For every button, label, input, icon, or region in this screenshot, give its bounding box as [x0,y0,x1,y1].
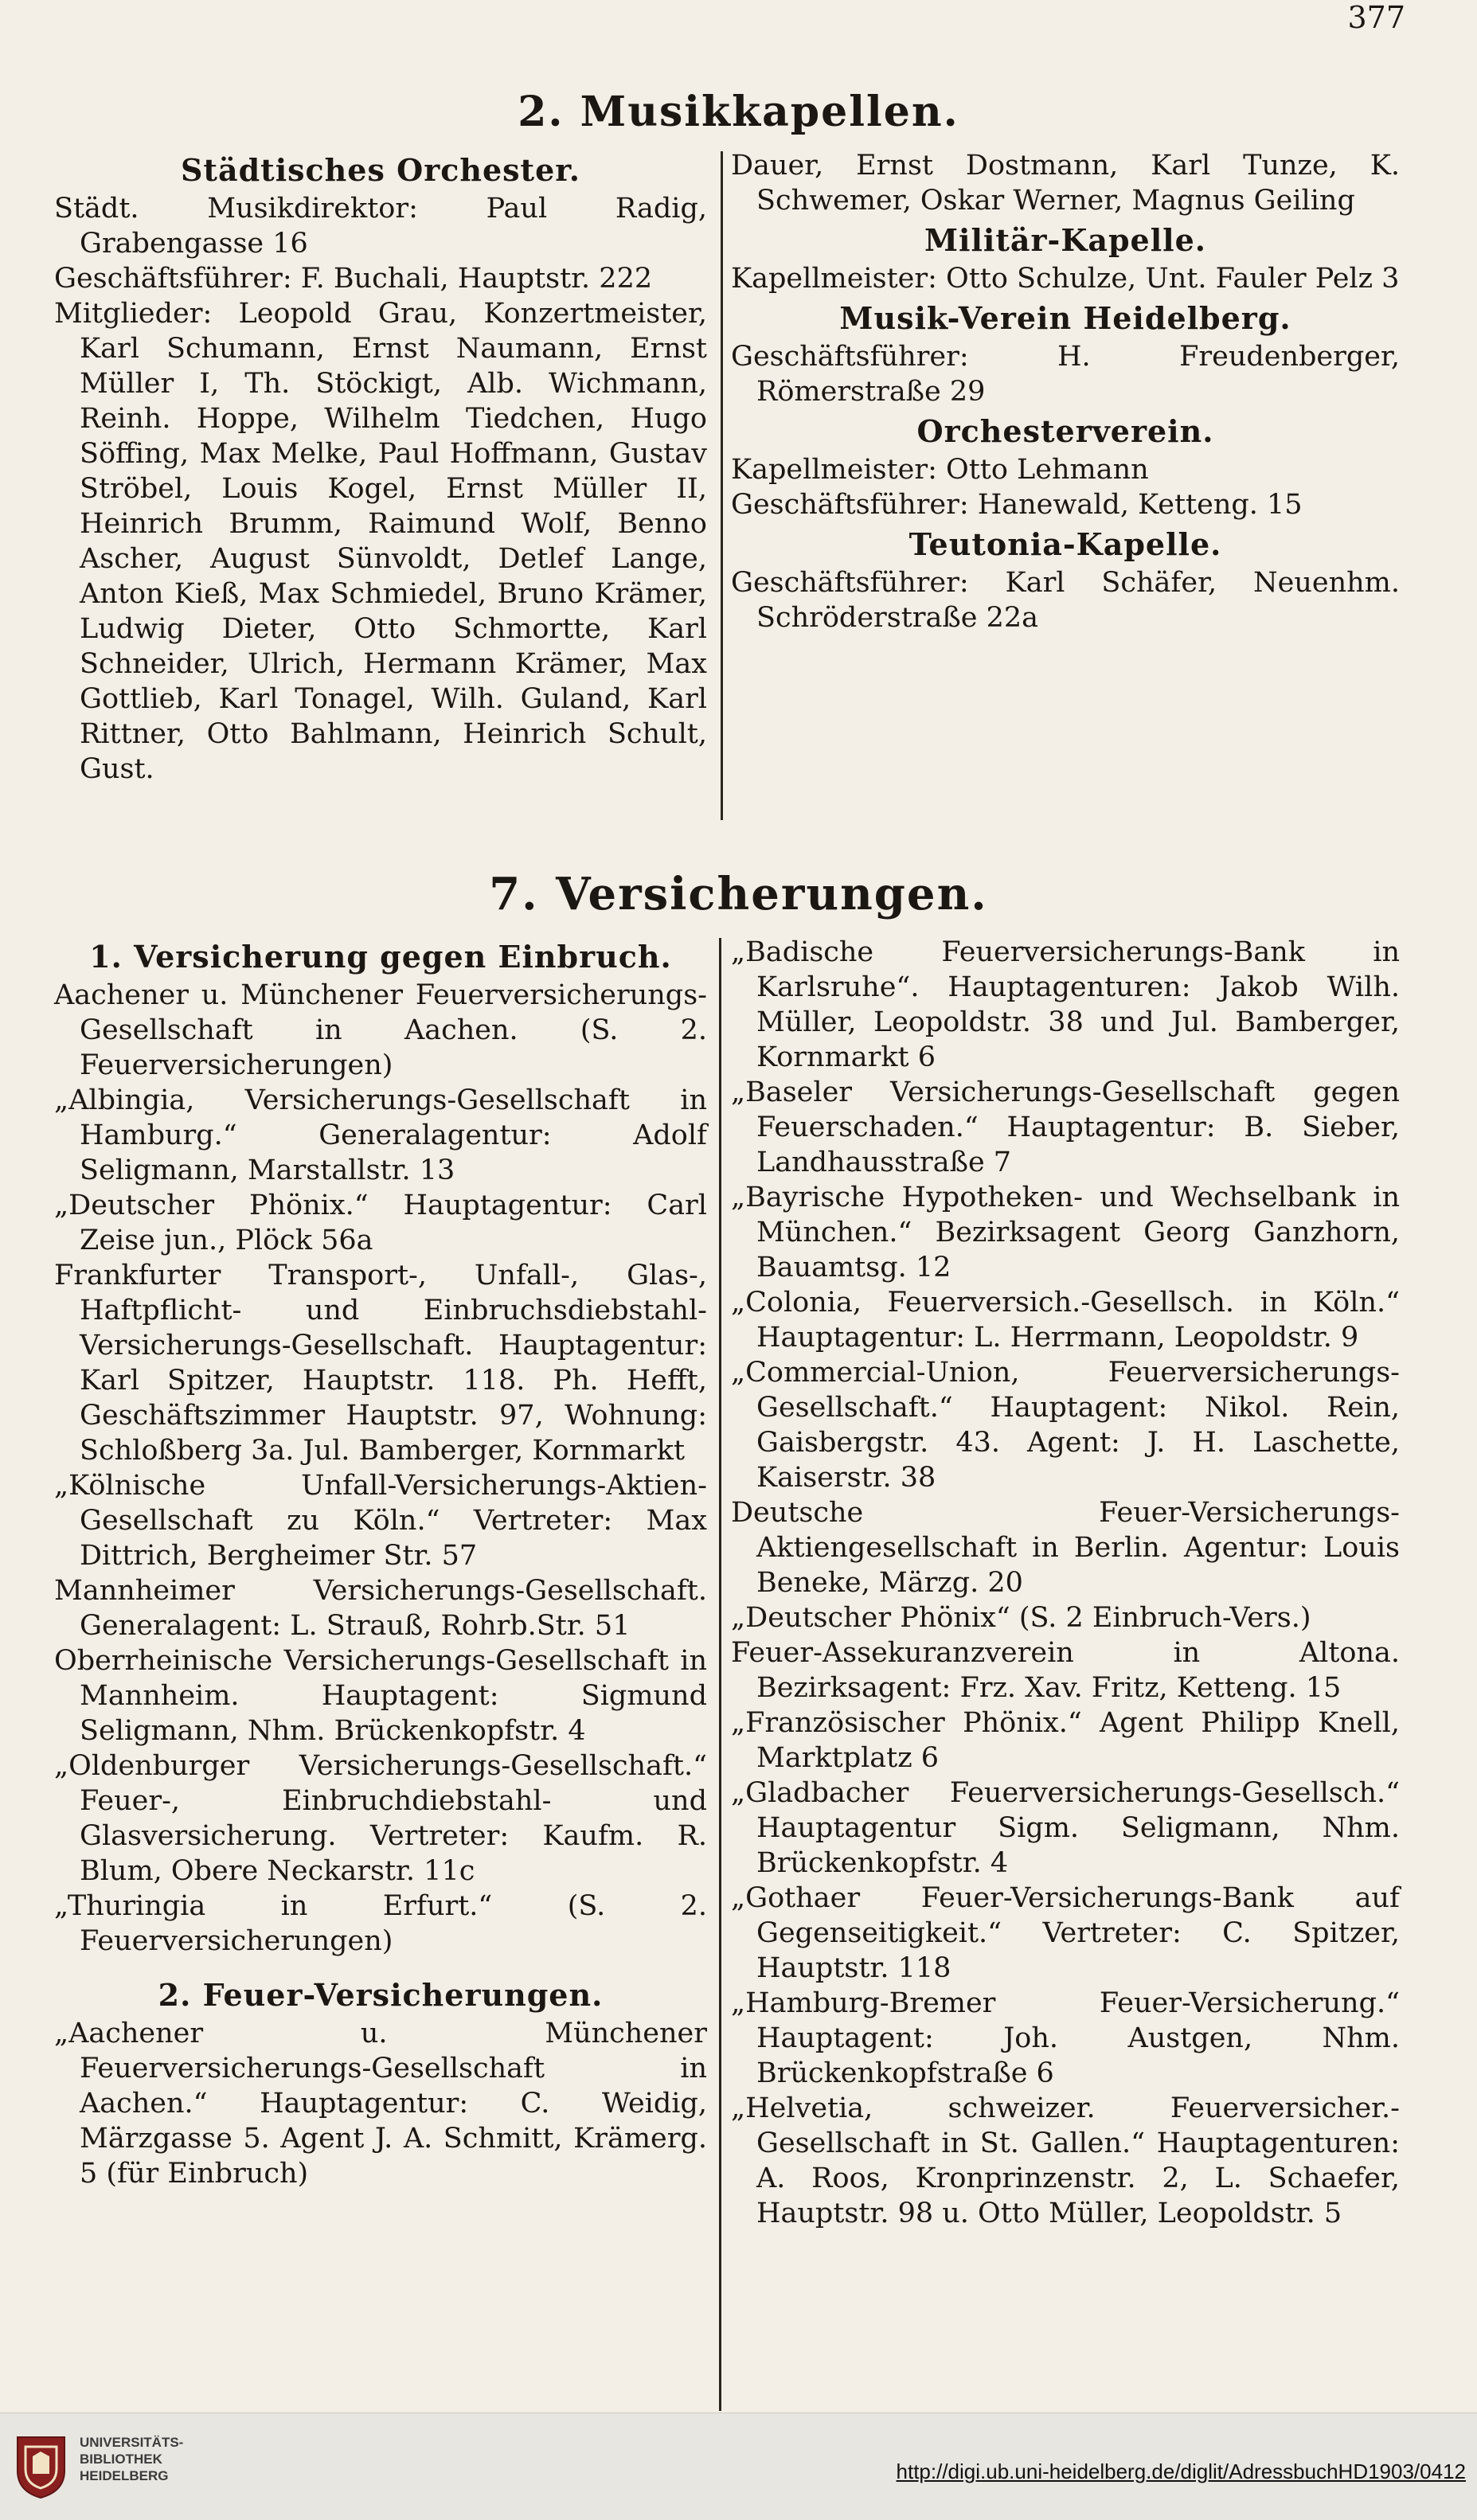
directory-entry: „Deutscher Phönix.“ Hauptagentur: Carl Zeise jun., Plöck 56a [54,1190,707,1256]
library-name [80,2434,183,2484]
directory-entry: „Hamburg-Bremer Feuer-Versicherung.“ Hauptagent: Joh. Austgen, Nhm. Brückenkopfstraße 6 [731,1987,1400,2089]
directory-entry: „Deutscher Phönix“ (S. 2 Einbruch-Vers.) [731,1602,1311,1634]
directory-entry: „Badische Feuerversicherungs-Bank in Karlsruhe“. Hauptagenturen: Jakob Wilh. Müller, Leopoldstr. 38 und Jul. Bamberger, Kornmarkt 6 [731,936,1400,1073]
library-name-line: BIBLIOTHEK [80,2452,162,2467]
directory-entry: „Baseler Versicherungs-Gesellschaft gegen Feuerschaden.“ Hauptagentur: B. Sieber, Landhausstraße 7 [731,1076,1400,1178]
section2-left-column [54,148,707,787]
directory-entry: Deutsche Feuer-Versicherungs-Aktiengesellschaft in Berlin. Agentur: Louis Beneke, Märzg. 20 [731,1497,1400,1599]
section2-right-column [731,148,1400,635]
spacer [54,1959,707,1973]
directory-entry: „Thuringia in Erfurt.“ (S. 2. Feuerversicherungen) [54,1890,707,1957]
section-title-versicherungen: 7. Versicherungen. [489,868,988,920]
subsection-heading: Städtisches Orchester. [180,152,581,188]
directory-entry: „Commercial-Union, Feuerversicherungs-Gesellschaft.“ Hauptagent: Nikol. Rein, Gaisbergstr. 43. Agent: J. H. Laschette, Kaiserstr. 38 [731,1357,1400,1494]
subsection-heading: Militär-Kapelle. [924,222,1206,258]
directory-entry: Geschäftsführer: F. Buchali, Hauptstr. 222 [54,263,653,295]
directory-entry: Mannheimer Versicherungs-Gesellschaft. Generalagent: L. Strauß, Rohrb.Str. 51 [54,1575,707,1642]
directory-entry: Feuer-Assekuranzverein in Altona. Bezirksagent: Frz. Xav. Fritz, Ketteng. 15 [731,1637,1400,1704]
footer-bar [0,2413,1477,2520]
subsection-heading: 1. Versicherung gegen Einbruch. [89,939,672,975]
university-seal-icon [11,2429,71,2501]
directory-entry: „Kölnische Unfall-Versicherungs-Aktien-Gesellschaft zu Köln.“ Vertreter: Max Dittrich, Bergheimer Str. 57 [54,1470,707,1572]
subsection-heading: Orchesterverein. [916,413,1214,449]
source-url-link[interactable]: http://digi.ub.uni-heidelberg.de/diglit/AdressbuchHD1903/0412 [896,2459,1466,2483]
directory-entry: Geschäftsführer: H. Freudenberger, Römerstraße 29 [731,341,1400,408]
section-title-musikkapellen: 2. Musikkapellen. [518,88,959,136]
directory-entry: Städt. Musikdirektor: Paul Radig, Grabengasse 16 [54,193,707,260]
directory-entry: „Bayrische Hypotheken- und Wechselbank in München.“ Bezirksagent Georg Ganzhorn, Bauamtsg. 12 [731,1182,1400,1283]
directory-entry: „Aachener u. Münchener Feuerversicherungs-Gesellschaft in Aachen.“ Hauptagentur: C. Weidig, Märzgasse 5. Agent J. A. Schmitt, Krämerg. 5 (für Einbruch) [54,2018,707,2190]
directory-entry: „Oldenburger Versicherungs-Gesellschaft.“ Feuer-, Einbruchdiebstahl- und Glasversicherung. Vertreter: Kaufm. R. Blum, Obere Neckarstr. 11c [54,1750,707,1887]
subsection-heading: Musik-Verein Heidelberg. [839,300,1291,336]
subsection-heading: 2. Feuer-Versicherungen. [158,1977,604,2013]
directory-entry: Dauer, Ernst Dostmann, Karl Tunze, K. Schwemer, Oskar Werner, Magnus Geiling [731,150,1400,217]
section7-right-column [731,935,1400,2231]
subsection-heading: Teutonia-Kapelle. [908,526,1222,562]
column-divider [721,151,723,820]
directory-entry: „Französischer Phönix.“ Agent Philipp Knell, Marktplatz 6 [731,1707,1400,1774]
directory-entry: „Gladbacher Feuerversicherungs-Gesellsch.“ Hauptagentur Sigm. Seligmann, Nhm. Brückenkopfstr. 4 [731,1777,1400,1879]
directory-entry: „Helvetia, schweizer. Feuerversicher.-Gesellschaft in St. Gallen.“ Hauptagenturen: A. Roos, Kronprinzenstr. 2, L. Schaefer, Hauptstr. 98 u. Otto Müller, Leopoldstr. 5 [731,2092,1400,2229]
directory-entry: „Gothaer Feuer-Versicherungs-Bank auf Gegenseitigkeit.“ Vertreter: C. Spitzer, Hauptstr. 118 [731,1882,1400,1984]
column-divider [719,938,721,2411]
directory-entry: Aachener u. Münchener Feuerversicherungs-Gesellschaft in Aachen. (S. 2. Feuerversicherungen) [54,979,707,1081]
section7-left-column [54,935,707,2191]
directory-entry: Geschäftsführer: Hanewald, Ketteng. 15 [731,489,1303,521]
library-name-line: HEIDELBERG [80,2468,169,2483]
directory-entry: Kapellmeister: Otto Lehmann [731,454,1149,486]
directory-entry: „Albingia, Versicherungs-Gesellschaft in Hamburg.“ Generalagentur: Adolf Seligmann, Marstallstr. 13 [54,1084,707,1186]
directory-entry: Frankfurter Transport-, Unfall-, Glas-, Haftpflicht- und Einbruchsdiebstahl-Versicherungs-Gesellschaft. Hauptagentur: Karl Spitzer, Hauptstr. 118. Ph. Hefft, Geschäftszimmer Hauptstr. 97, Wohnung: Schloßberg 3a. Jul. Bamberger, Kornmarkt [54,1260,707,1467]
directory-entry: „Colonia, Feuerversich.-Gesellsch. in Köln.“ Hauptagentur: L. Herrmann, Leopoldstr. 9 [731,1287,1400,1354]
page-number: 377 [1347,0,1405,35]
directory-entry: Mitglieder: Leopold Grau, Konzertmeister, Karl Schumann, Ernst Naumann, Ernst Müller I, Th. Stöckigt, Alb. Wichmann, Reinh. Hoppe, Wilhelm Tiedchen, Hugo Söffing, Max Melke, Paul Hoffmann, Gustav Ströbel, Louis Kogel, Ernst Müller II, Heinrich Brumm, Raimund Wolf, Benno Ascher, August Sünvoldt, Detlef Lange, Anton Kieß, Max Schmiedel, Bruno Krämer, Ludwig Dieter, Otto Schmortte, Karl Schneider, Ulrich, Hermann Krämer, Max Gottlieb, Karl Tonagel, Wilh. Guland, Karl Rittner, Otto Bahlmann, Heinrich Schult, Gust. [54,298,707,785]
directory-entry: Geschäftsführer: Karl Schäfer, Neuenhm. Schröderstraße 22a [731,567,1400,634]
library-name-line: UNIVERSITÄTS- [80,2435,184,2450]
directory-entry: Kapellmeister: Otto Schulze, Unt. Fauler Pelz 3 [731,263,1400,295]
directory-entry: Oberrheinische Versicherungs-Gesellschaft in Mannheim. Hauptagent: Sigmund Seligmann, Nhm. Brückenkopfstr. 4 [54,1645,707,1747]
